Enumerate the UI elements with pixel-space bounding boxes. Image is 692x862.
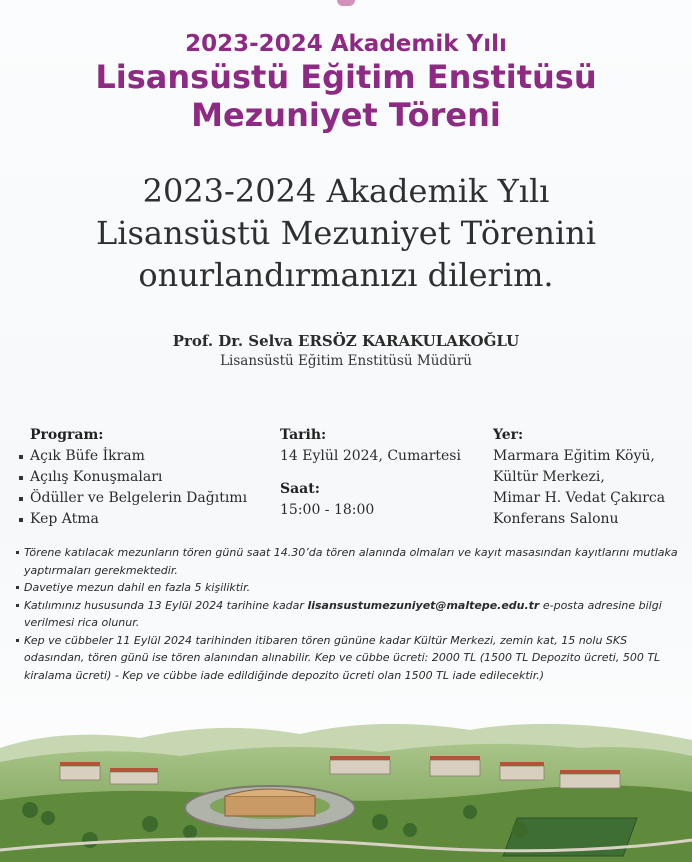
program-column xyxy=(18,425,273,530)
place-line: Marmara Eğitim Köyü, xyxy=(493,448,655,464)
signatory-name: Prof. Dr. Selva ERSÖZ KARAKULAKOĞLU xyxy=(172,332,520,350)
signatory xyxy=(0,332,692,369)
invitation-line-2: Lisansüstü Mezuniyet Törenini xyxy=(95,214,597,252)
invitation-line-3: onurlandırmanızı dilerim. xyxy=(138,256,554,294)
note-rsvp-text-end: e-posta adresine bilgi verilmesi rica olunur. xyxy=(24,598,662,629)
note-gown-pickup: Kep ve cübbeler 11 Eylül 2024 tarihinden itibaren tören gününe kadar Kültür Merkezi, zemin kat, 15 nolu SKS odasından, tören günü ise tören alanından alınabilir. Kep ve cübbe ücreti: 2000 TL (1500 TL Depozito ücreti, 500 TL kiralama ücreti) - Kep ve cübbe iade edildiğinde depozito ücreti olan 1500 TL iade edilecektir.) xyxy=(14,632,679,685)
date-column xyxy=(280,425,480,521)
place-line: Kültür Merkezi, xyxy=(493,469,605,485)
header-line-ceremony: Mezuniyet Töreni xyxy=(191,96,501,134)
signatory-title: Lisansüstü Eğitim Enstitüsü Müdürü xyxy=(220,353,472,369)
rsvp-email-link[interactable]: lisansustumezuniyet@maltepe.edu.tr xyxy=(307,598,540,612)
program-item: Kep Atma xyxy=(18,509,273,530)
place-line: Mimar H. Vedat Çakırca xyxy=(493,490,666,506)
place-column xyxy=(493,425,692,530)
place-label: Yer: xyxy=(493,427,524,443)
program-list xyxy=(18,446,273,530)
program-item: Ödüller ve Belgelerin Dağıtımı xyxy=(18,488,273,509)
note-arrival: Törene katılacak mezunların tören günü saat 14.30’da tören alanında olmaları ve kayıt masasından kayıtlarını mutlaka yaptırmaları gerekmektedir. xyxy=(14,544,679,579)
invitation-line-1: 2023-2024 Akademik Yılı xyxy=(142,172,550,210)
notes xyxy=(14,544,679,684)
time-value: 15:00 - 18:00 xyxy=(280,502,375,518)
program-item: Açık Büfe İkram xyxy=(18,446,273,467)
header-line-institute: Lisansüstü Eğitim Enstitüsü xyxy=(95,58,597,96)
header-line-academic-year: 2023-2024 Akademik Yılı xyxy=(185,31,507,57)
program-label: Program: xyxy=(30,427,104,443)
note-rsvp xyxy=(14,597,679,632)
note-invitation-limit: Davetiye mezun dahil en fazla 5 kişiliktir. xyxy=(14,579,679,597)
note-rsvp-text: Katılımınız hususunda 13 Eylül 2024 tarihine kadar xyxy=(24,598,308,612)
date-value: 14 Eylül 2024, Cumartesi xyxy=(280,448,461,464)
program-item: Açılış Konuşmaları xyxy=(18,467,273,488)
place-line: Konferans Salonu xyxy=(493,511,619,527)
invitation-text xyxy=(0,170,692,296)
campus-illustration xyxy=(0,700,692,862)
time-label: Saat: xyxy=(280,481,320,497)
header-title xyxy=(0,30,692,134)
date-label: Tarih: xyxy=(280,427,327,443)
